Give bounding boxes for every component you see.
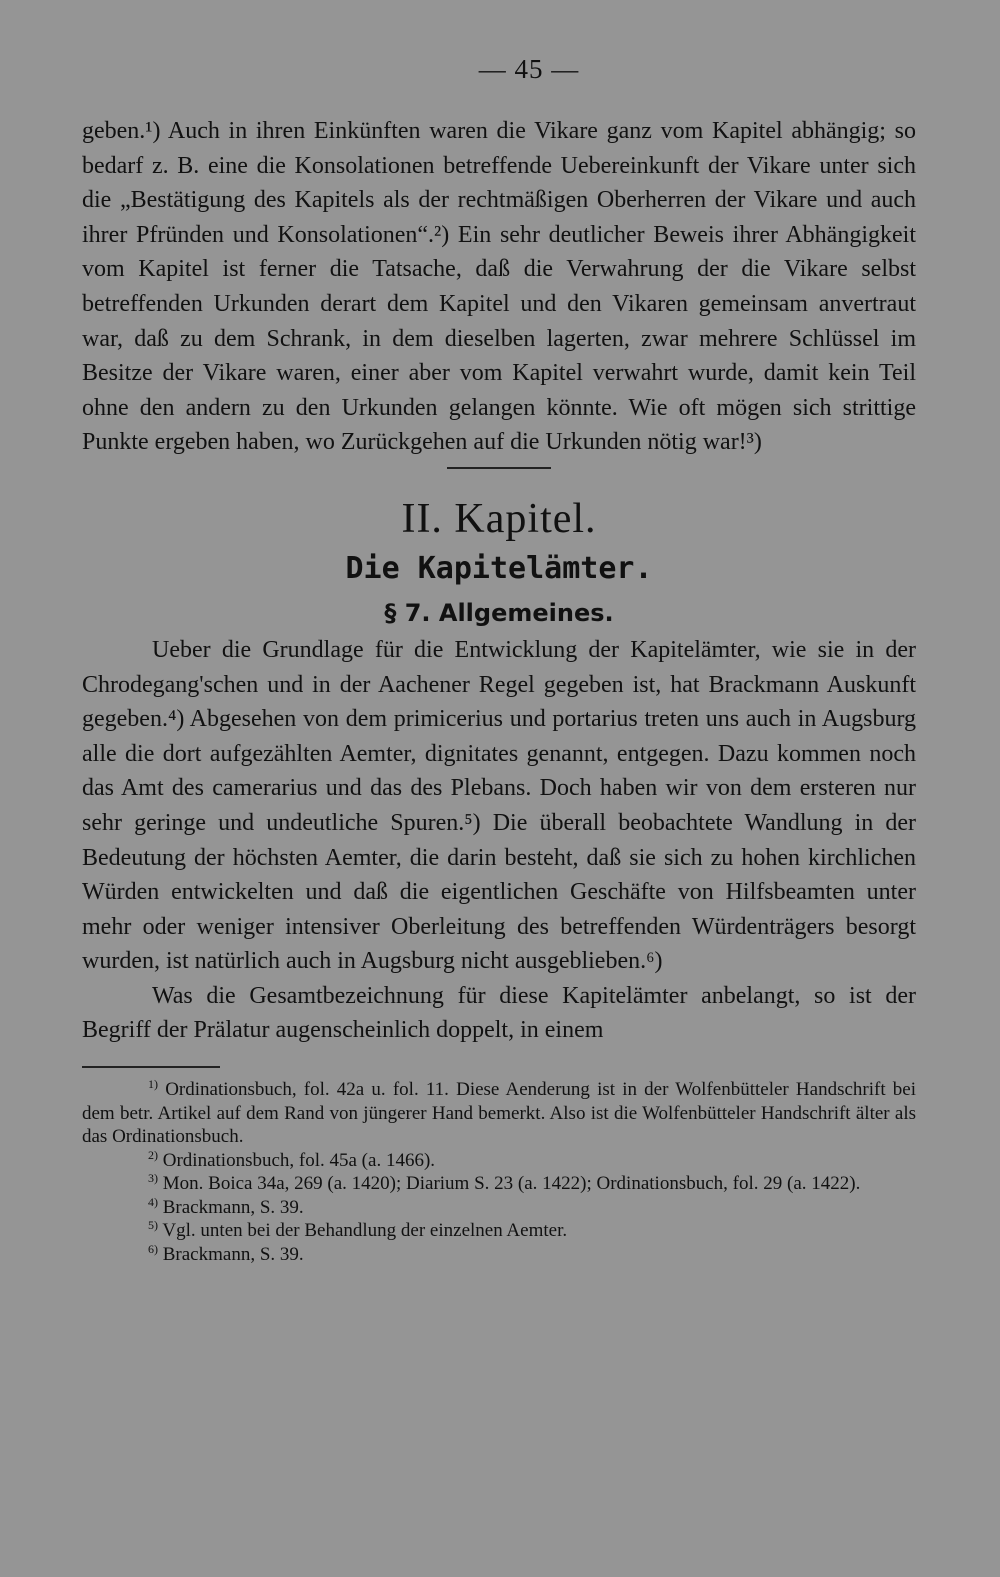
footnote [82,1219,916,1243]
chapter-subtitle: Die Kapitelämter. [345,550,653,586]
book-page [82,52,916,1266]
footnote-mark: 4) [148,1194,158,1209]
footnote-text: Brackmann, S. 39. [162,1196,304,1218]
footnotes [82,1078,916,1266]
footnote-text: Ordinationsbuch, fol. 42a u. fol. 11. Diese Aenderung ist in der Wolfenbütteler Handschrift bei dem betr. Artikel auf dem Rand von jüngerer Hand bemerkt. Also ist die Wolfenbütteler Handschrift älter als das Ordinationsbuch. [82,1079,917,1148]
footnote-text: Brackmann, S. 39. [162,1243,304,1265]
footnote-mark: 5) [148,1218,158,1233]
footnote [82,1078,916,1149]
footnote-mark: 3) [148,1171,158,1186]
footnote-rule [82,1066,220,1068]
paragraph: Was die Gesamtbezeichnung für diese Kapitelämter anbelangt, so ist der Begriff der Prälatur augenscheinlich doppelt, in einem [82,982,916,1044]
chapter-title: II. Kapitel. [401,495,597,542]
footnote-text: Ordinationsbuch, fol. 45a (a. 1466). [162,1149,436,1171]
footnote [82,1196,916,1220]
footnote-text: Mon. Boica 34a, 269 (a. 1420); Diarium S. 23 (a. 1422); Ordinationsbuch, fol. 29 (a. 1422). [162,1173,861,1195]
continuation-paragraph: geben.¹) Auch in ihren Einkünften waren die Vikare ganz vom Kapitel abhängig; so bedarf z. B. eine die Konsolationen betreffende Uebereinkunft der Vikare unter sich die „Bestätigung des Kapitels als der rechtmäßigen Oberherren der Vikare und auch ihrer Pfründen und Konsolationen“.²) Ein sehr deutlicher Beweis ihrer Abhängigkeit vom Kapitel ist ferner die Tatsache, daß die Verwahrung der die Vikare selbst betreffenden Urkunden derart dem Kapitel und den Vikaren gemeinsam anvertraut war, daß zu dem Schrank, in dem dieselben lagerten, zwar mehrere Schlüssel im Besitze der Vikare waren, einer aber vom Kapitel verwahrt wurde, damit kein Teil ohne den andern zu den Urkunden gelangen könnte. Wie oft mögen sich strittige Punkte ergeben haben, wo Zurückgehen auf die Urkunden nötig war!³) [82,118,916,456]
footnote [82,1172,916,1196]
footnote [82,1243,916,1267]
footnote-mark: 6) [148,1241,158,1256]
paragraph: Ueber die Grundlage für die Entwicklung der Kapitelämter, wie sie in der Chrodegang'schen und in der Aachener Regel gegeben ist, hat Brackmann Auskunft gegeben.⁴) Abgesehen von dem primicerius und portarius treten uns auch in Augsburg alle die dort aufgezählten Aemter, dignitates genannt, entgegen. Dazu kommen noch das Amt des camerarius und das des Plebans. Doch haben wir von dem ersteren nur sehr geringe und undeutliche Spuren.⁵) Die überall beobachtete Wandlung in der Bedeutung der höchsten Aemter, die darin besteht, daß sie sich zu hohen kirchlichen Würden entwickelten und daß die eigentlichen Geschäfte von Hilfsbeamten unter mehr oder weniger intensiver Oberleitung des betreffenden Würdenträgers besorgt wurden, ist natürlich auch in Augsburg nicht ausgeblieben.⁶) [82,636,916,975]
footnote-mark: 2) [148,1147,158,1162]
section-divider [447,467,551,469]
footnote-text: Vgl. unten bei der Behandlung der einzelnen Aemter. [162,1220,568,1242]
footnote [82,1149,916,1173]
section-heading: § 7. Allgemeines. [384,598,614,627]
footnote-mark: 1) [148,1077,158,1092]
page-number: — 45 — [478,54,580,84]
